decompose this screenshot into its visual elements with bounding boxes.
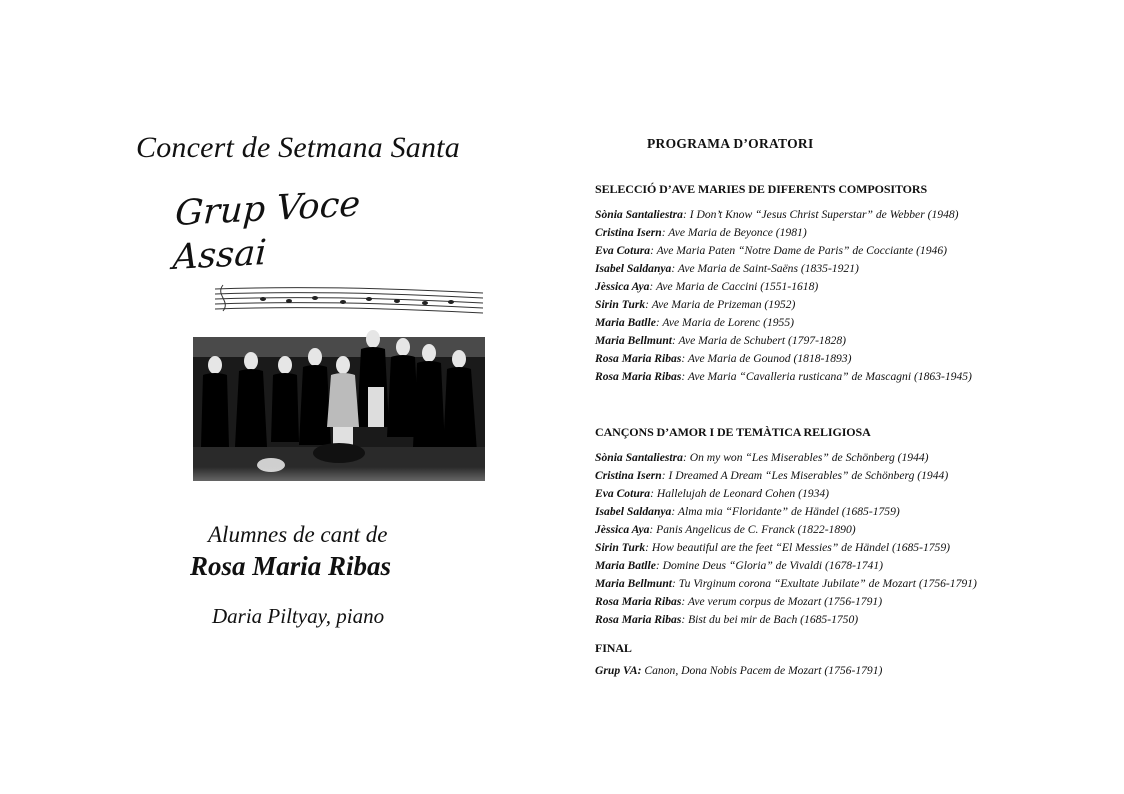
performer-name: Jèssica Aya: [595, 523, 650, 536]
performer-name: Grup VA:: [595, 664, 642, 677]
performer-name: Rosa Maria Ribas: [595, 352, 682, 365]
program-entry: [595, 314, 1105, 332]
piece-title: : Ave Maria de Lorenc (1955): [655, 316, 795, 329]
program-entry: [595, 575, 1105, 593]
program-entry: [595, 332, 1105, 350]
group-name: Grup Voce Assai: [171, 184, 362, 278]
piece-title: : Ave Maria “Cavalleria rusticana” de Mascagni (1863-1945): [681, 370, 972, 383]
piece-title: : Ave Maria de Gounod (1818-1893): [681, 352, 852, 365]
section-heading-final: FINAL: [595, 641, 632, 655]
choir-photo: [193, 277, 485, 517]
piece-title: : Hallelujah de Leonard Cohen (1934): [650, 487, 830, 500]
performer-name: Isabel Saldanya: [595, 262, 672, 275]
piece-title: : On my won “Les Miserables” de Schönberg (1944): [682, 451, 929, 464]
piece-title: Canon, Dona Nobis Pacem de Mozart (1756-1791): [641, 664, 883, 677]
program-title: PROGRAMA D’ORATORI: [647, 136, 814, 151]
piece-title: : Ave Maria Paten “Notre Dame de Paris” de Cocciante (1946): [650, 244, 947, 257]
program-entry: [595, 467, 1105, 485]
teacher-name: Rosa Maria Ribas: [190, 551, 392, 581]
program-entry: [595, 593, 1105, 611]
performer-name: Rosa Maria Ribas: [595, 370, 682, 383]
program-entry: [595, 503, 1105, 521]
section-list-cancons: [595, 449, 1105, 629]
section-list-ave-maries: [595, 206, 1105, 386]
program-entry: [595, 449, 1105, 467]
piece-title: : Ave Maria de Schubert (1797-1828): [672, 334, 846, 347]
performer-name: Sònia Santaliestra: [595, 208, 683, 221]
piece-title: : Ave Maria de Caccini (1551-1618): [649, 280, 819, 293]
program-entry: [595, 224, 1105, 242]
piece-title: : How beautiful are the feet “El Messies” de Händel (1685-1759): [645, 541, 950, 554]
piece-title: : Ave Maria de Beyonce (1981): [661, 226, 807, 239]
performer-name: Jèssica Aya: [595, 280, 650, 293]
performer-name: Eva Cotura: [595, 487, 651, 500]
piece-title: : Panis Angelicus de C. Franck (1822-1890): [649, 523, 856, 536]
program-entry: [595, 521, 1105, 539]
left-panel: [0, 0, 560, 794]
performer-name: Sònia Santaliestra: [595, 451, 683, 464]
performer-name: Maria Batlle: [595, 316, 656, 329]
performer-name: Isabel Saldanya: [595, 505, 672, 518]
program-entry: [595, 296, 1105, 314]
piece-title: : Ave verum corpus de Mozart (1756-1791): [681, 595, 883, 608]
program-entry: [595, 206, 1105, 224]
program-entry: [595, 350, 1105, 368]
sheet-music-illustration: [215, 285, 483, 313]
piece-title: : Tu Virginum corona “Exultate Jubilate” de Mozart (1756-1791): [672, 577, 977, 590]
piece-title: : Bist du bei mir de Bach (1685-1750): [681, 613, 859, 626]
program-panel: [592, 0, 1112, 794]
piece-title: : Ave Maria de Saint-Saëns (1835-1921): [671, 262, 859, 275]
piece-title: : I Dreamed A Dream “Les Miserables” de Schönberg (1944): [661, 469, 949, 482]
program-entry: [595, 368, 1105, 386]
program-entry: [595, 557, 1105, 575]
section-list-final: [595, 662, 1105, 680]
program-entry: [595, 611, 1105, 629]
performer-name: Maria Batlle: [595, 559, 656, 572]
program-entry: [595, 485, 1105, 503]
performer-name: Maria Bellmunt: [595, 577, 672, 590]
program-entry: [595, 662, 1105, 680]
piece-title: : Domine Deus “Gloria” de Vivaldi (1678-1741): [655, 559, 883, 572]
section-heading-ave-maries: SELECCIÓ D’AVE MARIES DE DIFERENTS COMPOSITORS: [595, 182, 928, 196]
performer-name: Rosa Maria Ribas: [595, 613, 682, 626]
program-entry: [595, 260, 1105, 278]
performer-name: Rosa Maria Ribas: [595, 595, 682, 608]
performer-name: Cristina Isern: [595, 226, 662, 239]
performer-name: Cristina Isern: [595, 469, 662, 482]
performer-name: Sirin Turk: [595, 541, 646, 554]
concert-title: Concert de Setmana Santa: [136, 131, 460, 164]
program-entry: [595, 278, 1105, 296]
performer-name: Sirin Turk: [595, 298, 646, 311]
piece-title: : I Don’t Know “Jesus Christ Superstar” de Webber (1948): [682, 208, 959, 221]
piece-title: : Ave Maria de Prizeman (1952): [645, 298, 796, 311]
performer-name: Eva Cotura: [595, 244, 651, 257]
section-heading-cancons: CANÇONS D’AMOR I DE TEMÀTICA RELIGIOSA: [595, 425, 871, 439]
program-entry: [595, 242, 1105, 260]
performer-name: Maria Bellmunt: [595, 334, 672, 347]
students-line: Alumnes de cant de: [208, 522, 388, 547]
piece-title: : Alma mia “Floridante” de Händel (1685-1759): [671, 505, 900, 518]
pianist-credit: Daria Piltyay, piano: [212, 604, 385, 628]
program-entry: [595, 539, 1105, 557]
